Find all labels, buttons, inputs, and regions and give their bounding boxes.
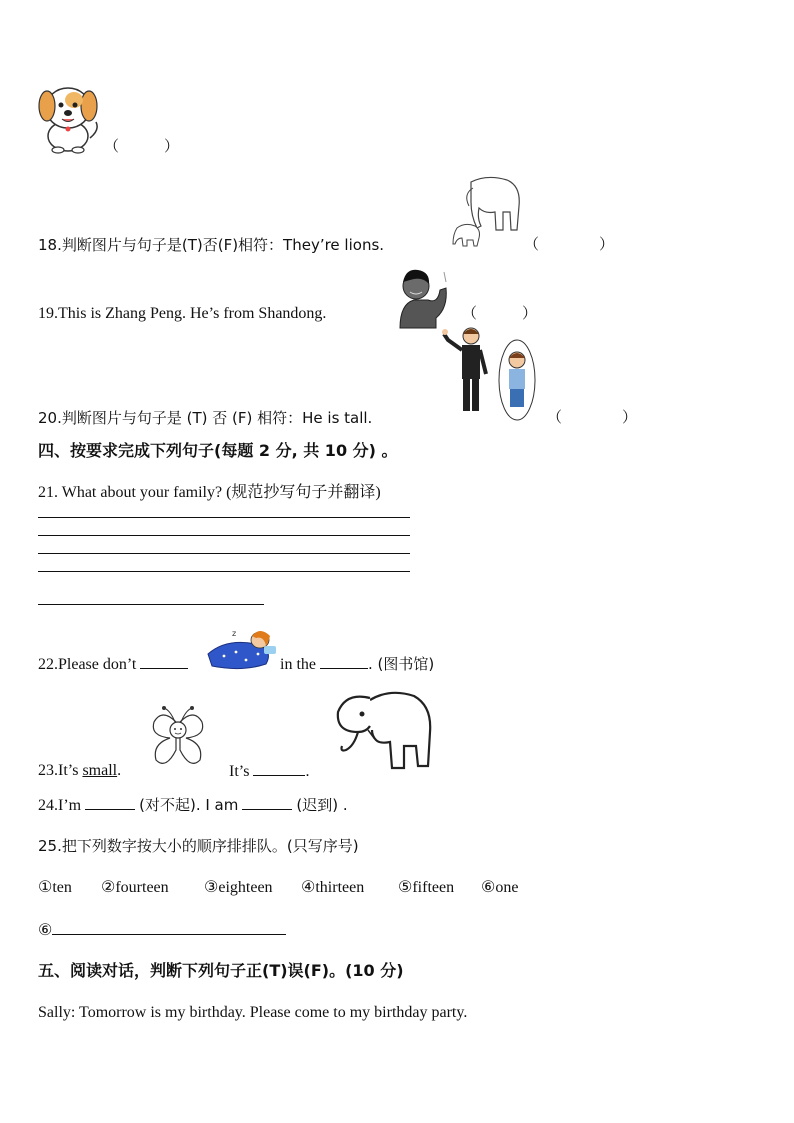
q25-text: 25.把下列数字按大小的顺序排排队。(只写序号)	[38, 837, 359, 855]
q17-answer-paren[interactable]: （ ）	[104, 137, 180, 155]
q24-blank-2[interactable]	[242, 795, 292, 810]
svg-text:z: z	[232, 629, 237, 638]
q21-writing-line-1[interactable]	[38, 517, 410, 518]
q23-end: .	[305, 763, 310, 780]
elephant-picture	[332, 686, 436, 776]
q25-option-4: ④thirteen	[301, 879, 365, 896]
q20-text: 20.判断图片与句子是 (T) 否 (F) 相符：He is tall.	[38, 409, 373, 427]
q22-line-end	[280, 654, 434, 675]
q23-line	[38, 761, 121, 781]
q22-suffix: . (图书馆)	[368, 655, 435, 673]
q24-hint-1: (对不起). I am	[139, 796, 239, 814]
q24-prefix: 24.I’m	[38, 797, 82, 814]
q21-writing-line-3[interactable]	[38, 553, 410, 554]
q22-line	[38, 654, 188, 675]
dialogue-line-1: Sally: Tomorrow is my birthday. Please come to my birthday party.	[38, 1004, 468, 1021]
section-5-title: 五、阅读对话，判断下列句子正(T)误(F)。(10 分)	[38, 961, 404, 980]
q21-text: 21. What about your family? (规范抄写句子并翻译)	[38, 484, 381, 501]
q23-blank[interactable]	[253, 761, 305, 776]
q23-second	[229, 761, 309, 782]
q23-second-label: It’s	[229, 763, 250, 780]
tall-short-boys-picture	[440, 322, 544, 418]
q25-option-3: ③eighteen	[204, 879, 273, 896]
q24-hint-2: (迟到) .	[296, 796, 348, 814]
q23-dot: .	[117, 762, 122, 779]
q25-answer-blank[interactable]	[52, 920, 286, 935]
q19-answer-paren[interactable]: （ ）	[462, 304, 538, 322]
elephants-picture	[447, 172, 525, 252]
q22-middle: in the	[280, 656, 316, 673]
q22-prefix: 22.Please don’t	[38, 656, 137, 673]
q25-answer	[38, 920, 286, 941]
q25-option-1: ①ten	[38, 879, 72, 896]
q25-answer-mark: ⑥	[38, 922, 53, 939]
q22-blank-1[interactable]	[140, 654, 188, 669]
q25-option-6: ⑥one	[481, 879, 519, 896]
q22-blank-2[interactable]	[320, 654, 368, 669]
q23-prefix: 23.It’s	[38, 762, 79, 779]
q21-writing-line-4[interactable]	[38, 571, 410, 572]
q21-writing-line-2[interactable]	[38, 535, 410, 536]
q18-text: 18.判断图片与句子是(T)否(F)相符：They’re lions.	[38, 236, 385, 254]
q24-line	[38, 795, 348, 816]
butterfly-picture	[146, 704, 208, 776]
q23-underlined-word: small	[82, 762, 118, 779]
dog-picture	[36, 78, 100, 154]
q20-answer-paren[interactable]: （ ）	[547, 408, 638, 426]
q24-blank-1[interactable]	[85, 795, 135, 810]
sleeping-girl-picture	[206, 624, 278, 672]
q25-option-5: ⑤fifteen	[398, 879, 455, 896]
boy-waving-picture	[390, 264, 452, 328]
q19-text: 19.This is Zhang Peng. He’s from Shandong.	[38, 305, 327, 322]
q18-answer-paren[interactable]: （ ）	[524, 235, 615, 253]
q21-translation-line[interactable]	[38, 604, 264, 605]
q25-option-2: ②fourteen	[101, 879, 169, 896]
section-4-title: 四、按要求完成下列句子(每题 2 分, 共 10 分) 。	[38, 441, 398, 460]
